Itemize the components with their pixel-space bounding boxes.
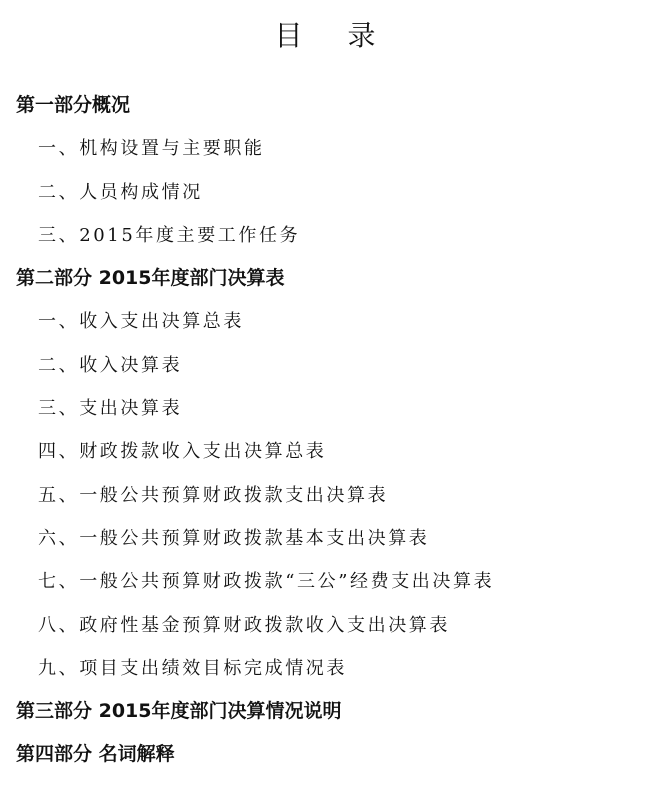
page-title: 目 录 [274,19,394,52]
toc-item: 二、收入决算表 [38,354,183,376]
toc-item: 三、支出决算表 [38,398,183,420]
toc-item: 四、财政拨款收入支出决算总表 [38,441,327,463]
toc-item: 三、2015年度主要工作任务 [38,224,301,246]
toc-item: 一、收入支出决算总表 [38,311,244,333]
toc-item: 八、政府性基金预算财政拨款收入支出决算表 [38,614,450,636]
toc-item: 二、人员构成情况 [38,181,203,203]
table-of-contents [0,84,650,777]
toc-item: 六、一般公共预算财政拨款基本支出决算表 [38,527,430,549]
toc-item: 一、机构设置与主要职能 [38,138,265,160]
toc-item: 七、一般公共预算财政拨款“三公”经费支出决算表 [38,571,495,593]
toc-part-3: 第三部分 2015年度部门决算情况说明 [16,700,342,723]
toc-item: 九、项目支出绩效目标完成情况表 [38,657,347,679]
toc-part-2: 第二部分 2015年度部门决算表 [16,267,285,290]
toc-part-1: 第一部分概况 [16,94,131,116]
toc-part-4: 第四部分 名词解释 [16,743,175,766]
toc-item: 五、一般公共预算财政拨款支出决算表 [38,484,389,506]
